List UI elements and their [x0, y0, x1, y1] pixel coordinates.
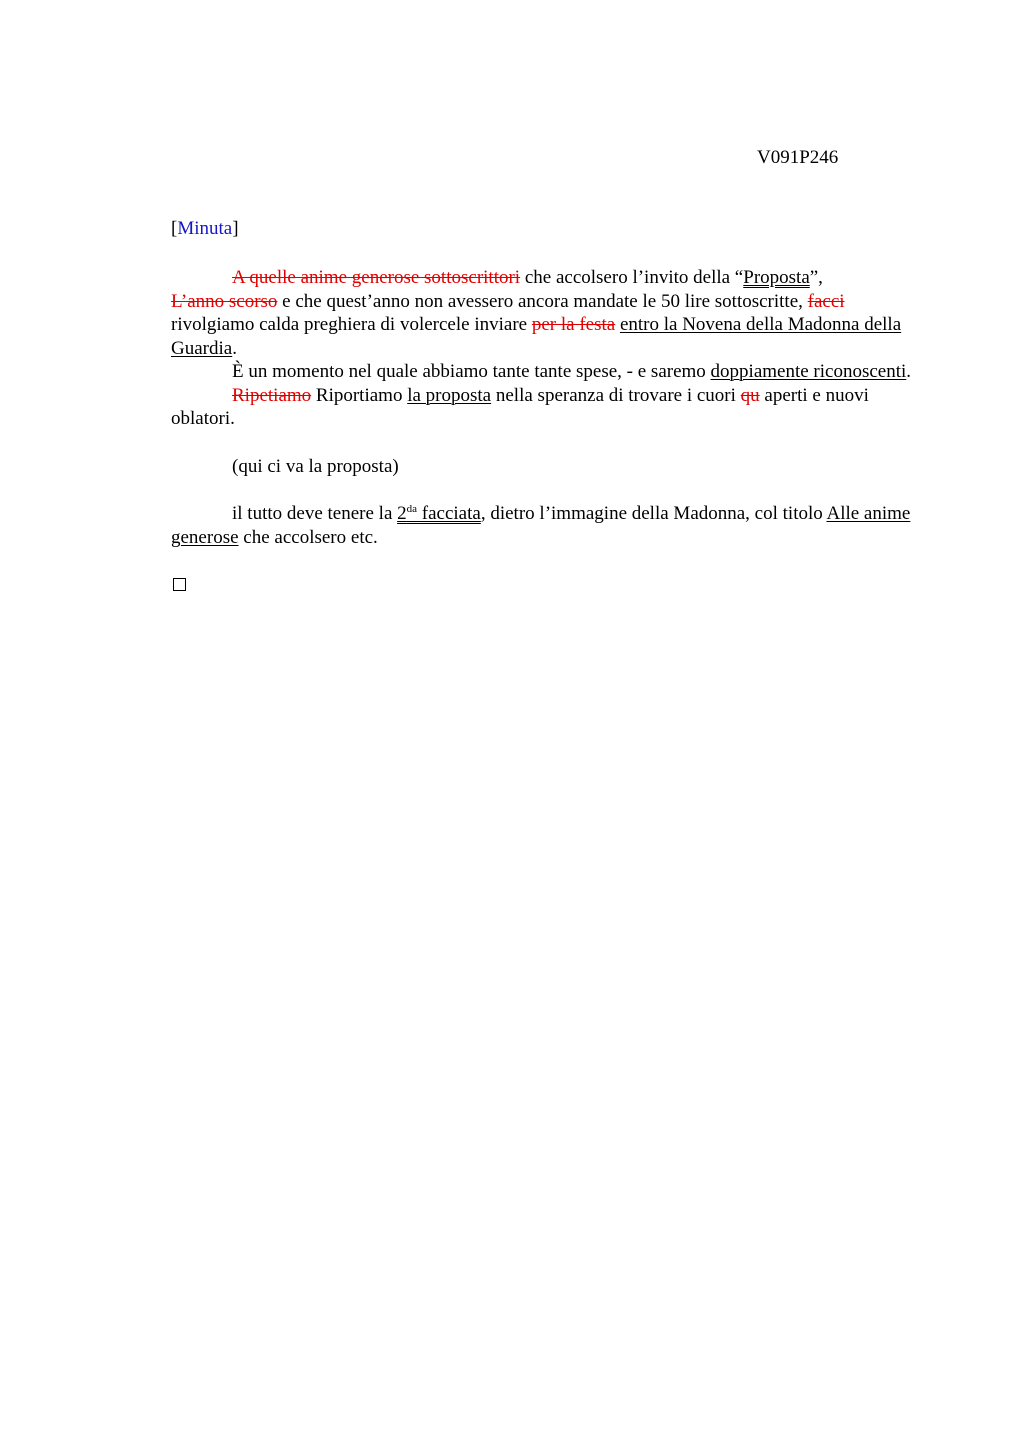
- paragraph-text: aperti e nuovi oblatori.: [171, 384, 869, 429]
- heading-close-bracket: ]: [232, 218, 239, 239]
- underlined-text: entro la Novena della Madonna della Guardia: [171, 314, 902, 359]
- page-id: V091P246: [757, 147, 839, 168]
- paragraph-text: .: [906, 361, 912, 382]
- ordinal-number: 2: [397, 503, 407, 524]
- heading-open-bracket: [: [171, 218, 178, 239]
- paragraph-text: nella speranza di trovare i cuori: [491, 384, 741, 406]
- paragraph-4: (qui ci va la proposta): [232, 455, 399, 477]
- underlined-text: Alle anime generose: [171, 503, 911, 548]
- deleted-text: L’anno scorso: [171, 290, 278, 312]
- paragraph-text: ”,: [809, 267, 823, 288]
- paragraph-text: È un momento nel quale abbiamo tante tante spese, - e saremo: [232, 361, 711, 382]
- underlined-text: Proposta: [743, 267, 810, 288]
- deleted-text: qu: [740, 384, 760, 406]
- paragraph-text: che accolsero etc.: [238, 526, 378, 548]
- deleted-text: Ripetiamo: [232, 384, 312, 406]
- underlined-text: la proposta: [407, 384, 492, 406]
- ordinal-suffix: da: [406, 503, 418, 515]
- document-heading: [171, 217, 239, 241]
- paragraph-text: Riportiamo: [311, 384, 408, 406]
- paragraph-1: [171, 266, 926, 360]
- deleted-text: per la festa: [531, 314, 616, 335]
- paragraph-5: [171, 502, 926, 549]
- paragraph-2: [171, 360, 926, 384]
- deleted-text: A quelle anime generose sottoscrittori: [232, 267, 521, 288]
- paragraph-text: .: [232, 337, 237, 359]
- end-marker-square: [173, 578, 186, 591]
- underlined-text: facciata: [417, 503, 481, 524]
- document-body: [171, 266, 926, 549]
- underlined-ordinal: [397, 503, 481, 524]
- paragraph-gap: [171, 431, 926, 455]
- paragraph-text: che accolsero l’invito della “: [520, 267, 744, 288]
- paragraph-3: [171, 384, 926, 431]
- paragraph-text: e che quest’anno non avessero ancora mandate le 50 lire sottoscritte,: [277, 290, 808, 312]
- paragraph-gap: [171, 478, 926, 502]
- deleted-text: facci: [807, 290, 845, 312]
- underlined-text: doppiamente riconoscenti: [710, 361, 907, 382]
- paragraph-text: , dietro l’immagine della Madonna, col titolo: [480, 503, 827, 524]
- paragraph-text: rivolgiamo calda preghiera di volercele inviare: [171, 314, 532, 335]
- paragraph-text: il tutto deve tenere la: [232, 503, 398, 524]
- heading-label: Minuta: [177, 218, 233, 239]
